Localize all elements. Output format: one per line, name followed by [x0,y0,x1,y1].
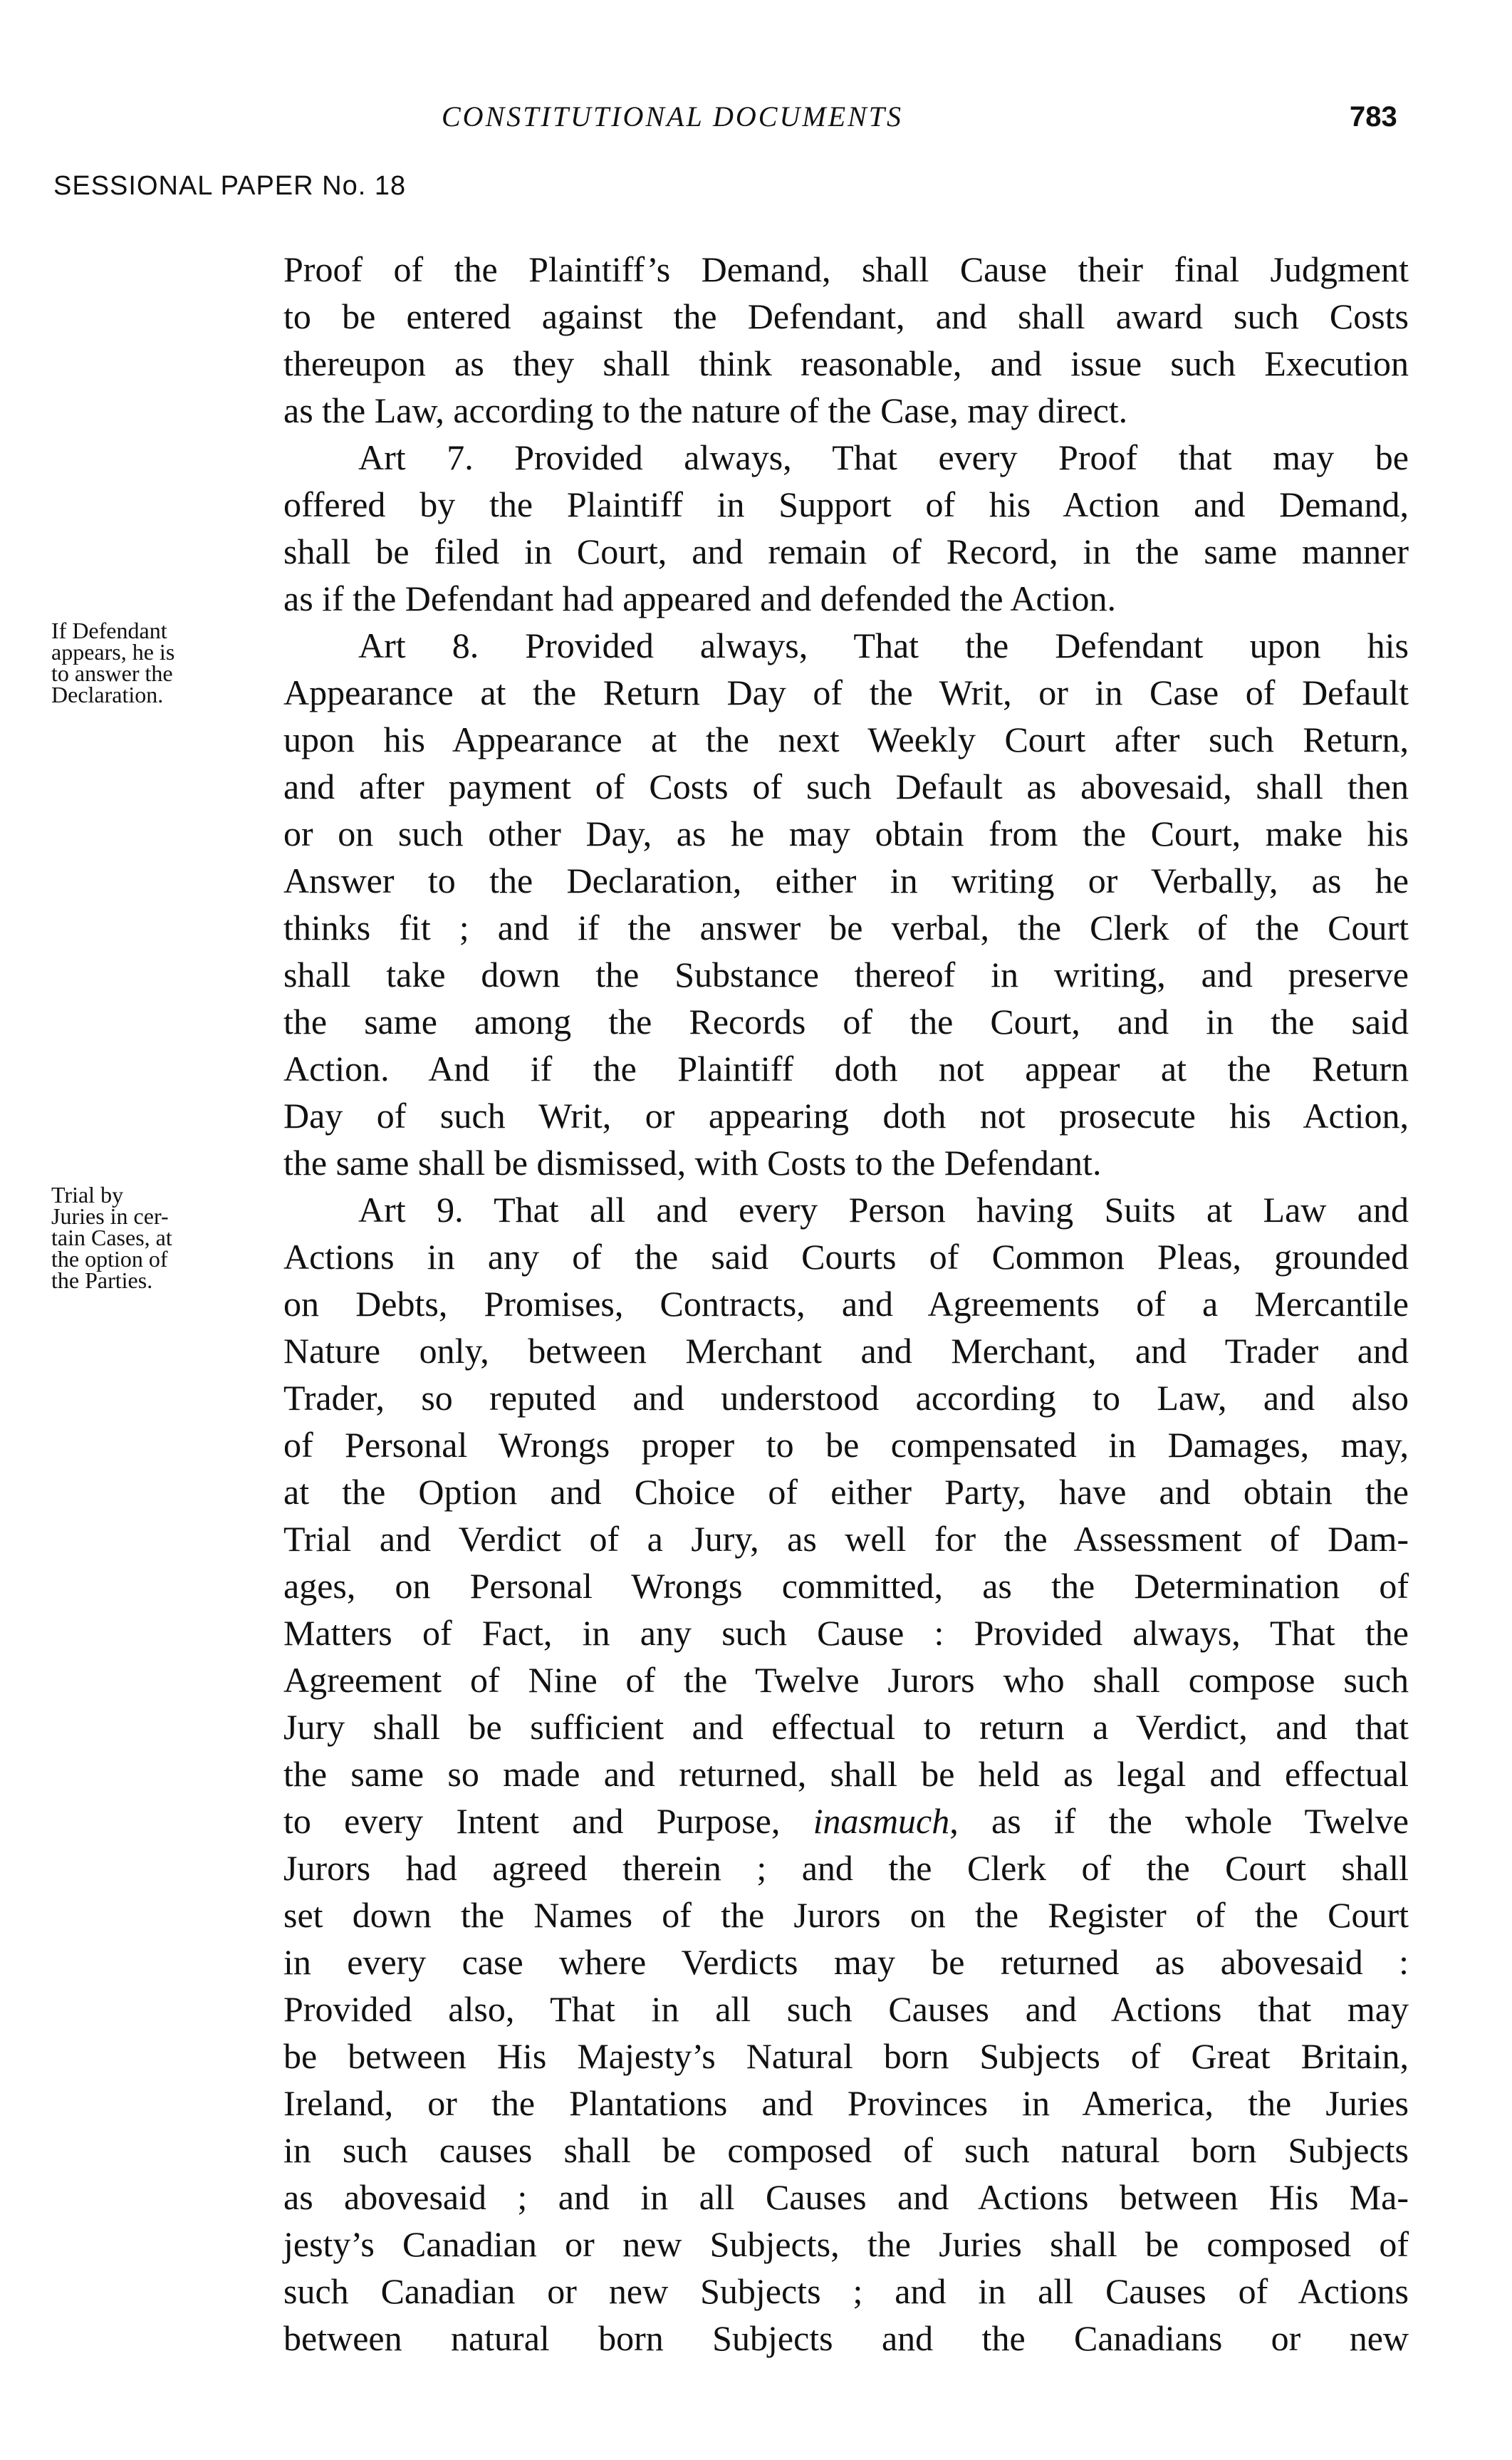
text-line: thinks fit ; and if the answer be verbal, the Clerk of the Court [283,908,1409,948]
text-line: or on such other Day, as he may obtain from the Court, make his [283,814,1409,853]
text-line: to be entered against the Defendant, and shall award such Costs [283,296,1409,336]
article-9-start: Art 9. That all and every Person having Suits at Law and [358,1190,1409,1230]
text-line: as if the Defendant had appeared and defended the Action. [283,578,1116,618]
text-line: set down the Names of the Jurors on the Register of the Court [283,1895,1409,1935]
text-line: the same among the Records of the Court, and in the said [283,1002,1409,1042]
text-line: Ireland, or the Plantations and Provinces in America, the Juries [283,2083,1409,2123]
article-8-start: Art 8. Provided always, That the Defendant upon his [358,626,1409,665]
sessional-paper-label: SESSIONAL PAPER No. 18 [53,171,407,201]
margin-note-line: Trial by [51,1182,124,1208]
text-line: be between His Majesty’s Natural born Subjects of Great Britain, [283,2036,1409,2076]
text-line: the same so made and returned, shall be held as legal and effectual [283,1754,1409,1794]
text-line: jesty’s Canadian or new Subjects, the Juries shall be composed of [283,2224,1409,2264]
text-line: of Personal Wrongs proper to be compensated in Damages, may, [283,1425,1409,1465]
text-line: to every Intent and Purpose, inasmuch, as if the whole Twelve [283,1801,1409,1841]
margin-note-trial-by-juries [51,1184,286,1291]
text-line: Provided also, That in all such Causes and Actions that may [283,1989,1409,2029]
text-line: between natural born Subjects and the Canadians or new [283,2318,1409,2358]
margin-note-line: the Parties. [51,1267,153,1293]
text-line: Answer to the Declaration, either in writing or Verbally, as he [283,861,1409,901]
text-line: as abovesaid ; and in all Causes and Actions between His Ma- [283,2177,1409,2217]
text-line: Jurors had agreed therein ; and the Clerk of the Court shall [283,1848,1409,1888]
text-line: shall take down the Substance thereof in writing, and preserve [283,955,1409,995]
page-number: 783 [1350,101,1397,133]
text-line: the same shall be dismissed, with Costs to the Defendant. [283,1143,1102,1183]
body-text [283,246,1409,2362]
text-line: shall be filed in Court, and remain of Record, in the same manner [283,531,1409,571]
margin-note-line: tain Cases, at [51,1225,172,1250]
text-line: Appearance at the Return Day of the Writ, or in Case of Default [283,673,1409,712]
text-line: Matters of Fact, in any such Cause : Provided always, That the [283,1613,1409,1653]
text-line: in such causes shall be composed of such natural born Subjects [283,2130,1409,2170]
text-line: Trader, so reputed and understood according to Law, and also [283,1378,1409,1418]
margin-note-line: to answer the [51,660,173,686]
running-title: CONSTITUTIONAL DOCUMENTS [442,100,904,133]
margin-note-line: Juries in cer- [51,1203,169,1229]
text-line: thereupon as they shall think reasonable, and issue such Execution [283,343,1409,383]
text-line: Day of such Writ, or appearing doth not prosecute his Action, [283,1096,1409,1136]
italic-word: inasmuch [813,1801,950,1841]
text-line: and after payment of Costs of such Default as abovesaid, shall then [283,767,1409,806]
text-line: upon his Appearance at the next Weekly Court after such Return, [283,720,1409,759]
margin-note-line: the option of [51,1246,168,1272]
running-head [0,93,1512,142]
text-line: ages, on Personal Wrongs committed, as the Determination of [283,1566,1409,1606]
text-line: on Debts, Promises, Contracts, and Agreements of a Mercantile [283,1284,1409,1324]
margin-note-defendant-appears [51,620,286,705]
text-line: offered by the Plaintiff in Support of his Action and Demand, [283,484,1409,524]
text-line: Nature only, between Merchant and Merchant, and Trader and [283,1331,1409,1371]
text-line: Actions in any of the said Courts of Common Pleas, grounded [283,1237,1409,1277]
text-line: Agreement of Nine of the Twelve Jurors who shall compose such [283,1660,1409,1700]
text-line: such Canadian or new Subjects ; and in all Causes of Actions [283,2271,1409,2311]
margin-note-line: Declaration. [51,682,164,707]
text-line: Trial and Verdict of a Jury, as well for the Assessment of Dam- [283,1519,1409,1559]
margin-note-line: If Defendant [51,618,167,643]
text-line: in every case where Verdicts may be returned as abovesaid : [283,1942,1409,1982]
text-line: at the Option and Choice of either Party, have and obtain the [283,1472,1409,1512]
text-line: Proof of the Plaintiff’s Demand, shall Cause their final Judgment [283,249,1409,289]
margin-note-line: appears, he is [51,639,175,665]
text-line: Jury shall be sufficient and effectual to return a Verdict, and that [283,1707,1409,1747]
text-line: as the Law, according to the nature of the Case, may direct. [283,390,1128,430]
article-7-start: Art 7. Provided always, That every Proof that may be [358,437,1409,477]
text-line: Action. And if the Plaintiff doth not appear at the Return [283,1049,1409,1089]
